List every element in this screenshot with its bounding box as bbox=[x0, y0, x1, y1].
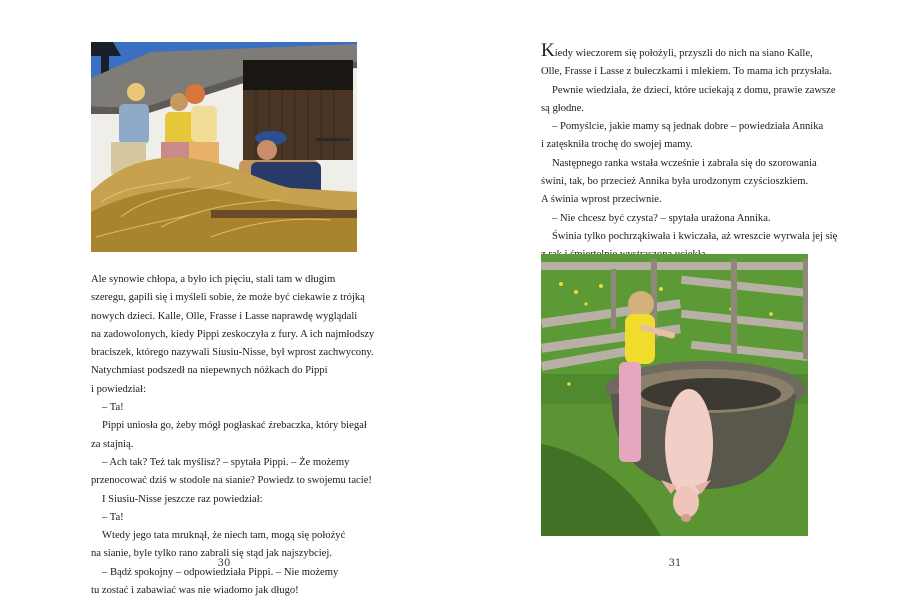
text-line: Wtedy jego tata mruknął, że niech tam, mogą się położyć bbox=[102, 530, 346, 542]
text-line: I Siusiu-Nisse jeszcze raz powiedział: bbox=[102, 493, 263, 505]
text-line: Pewnie wiedziała, że dzieci, które uciekają z domu, prawie zawsze bbox=[552, 84, 836, 96]
text-line: tu zostać i zabawiać was nie wiadomo jak długo! bbox=[91, 585, 299, 597]
first-line-text: iedy wieczorem się położyli, przyszli do nich na siano Kalle, bbox=[554, 48, 813, 59]
text-line: Następnego ranka wstała wcześnie i zabrała się do szorowania bbox=[552, 157, 817, 169]
text-line: za stajnią. bbox=[91, 438, 134, 450]
text-line: są głodne. bbox=[541, 102, 584, 114]
text-line: świni, tak, bo przecież Annika była urodzonym czyścioszkiem. bbox=[541, 176, 809, 188]
photo-girl-pig-tub-icon bbox=[541, 254, 808, 536]
hay-wagon-photo bbox=[91, 42, 357, 252]
page-number-right: 31 bbox=[668, 558, 682, 569]
text-line: – Ta! bbox=[102, 511, 124, 523]
text-line: nowych dzieci. Kalle, Olle, Frasse i Lasse naprawdę wyglądali bbox=[91, 310, 358, 322]
right-page-body-text bbox=[541, 40, 838, 283]
text-line: przenocować dziś w stodole na sianie? Powiedz to swojemu tacie! bbox=[91, 475, 372, 487]
text-line: – Nie chcesz być czysta? – spytała urażona Annika. bbox=[552, 212, 771, 224]
text-line: – Bądź spokojny – odpowiedziała Pippi. – Nie możemy bbox=[102, 566, 339, 578]
page-number-left: 30 bbox=[217, 558, 231, 569]
text-line: Olle, Frasse i Lasse z bułeczkami i mlekiem. To mama ich przysłała. bbox=[541, 66, 832, 78]
drop-cap: K bbox=[541, 40, 555, 61]
text-line: – Ta! bbox=[102, 402, 124, 414]
text-line-first bbox=[541, 40, 821, 63]
left-page bbox=[0, 0, 450, 597]
text-line: na sianie, byle tylko rano zabrali się stąd jak najszybciej. bbox=[91, 548, 332, 560]
left-page-body-text bbox=[91, 271, 375, 600]
text-line: – Ach tak? Też tak myślisz? – spytała Pippi. – Że możemy bbox=[102, 456, 350, 468]
girl-pig-tub-photo bbox=[541, 254, 808, 536]
photo-hay-wagon-icon bbox=[91, 42, 357, 252]
text-line: braciszek, którego nazywali Siusiu-Nisse, był wprost zachwycony. bbox=[91, 347, 374, 359]
text-line: i powiedział: bbox=[91, 383, 147, 395]
text-line: Pippi uniosła go, żeby mógł pogłaskać źrebaczka, który biegał bbox=[102, 420, 367, 432]
text-line: Świnia tylko pochrząkiwała i kwiczała, aż wreszcie wyrwała jej się bbox=[552, 230, 838, 242]
text-line: A świnia wprost przeciwnie. bbox=[541, 194, 662, 206]
text-line: Ale synowie chłopa, a było ich pięciu, stali tam w długim bbox=[91, 274, 336, 285]
text-line: – Pomyślcie, jakie mamy są jednak dobre – powiedziała Annika bbox=[552, 121, 824, 133]
right-page bbox=[450, 0, 900, 589]
text-line: i zatęskniła trochę do swojej mamy. bbox=[541, 139, 693, 151]
text-line: szeregu, gapili się i myśleli sobie, że może być ciekawie z trójką bbox=[91, 292, 365, 304]
text-line: Natychmiast podszedł na niepewnych nóżkach do Pippi bbox=[91, 365, 328, 377]
text-line: na zadowolonych, kiedy Pippi zeskoczyła z fury. A ich najmłodszy bbox=[91, 328, 375, 340]
